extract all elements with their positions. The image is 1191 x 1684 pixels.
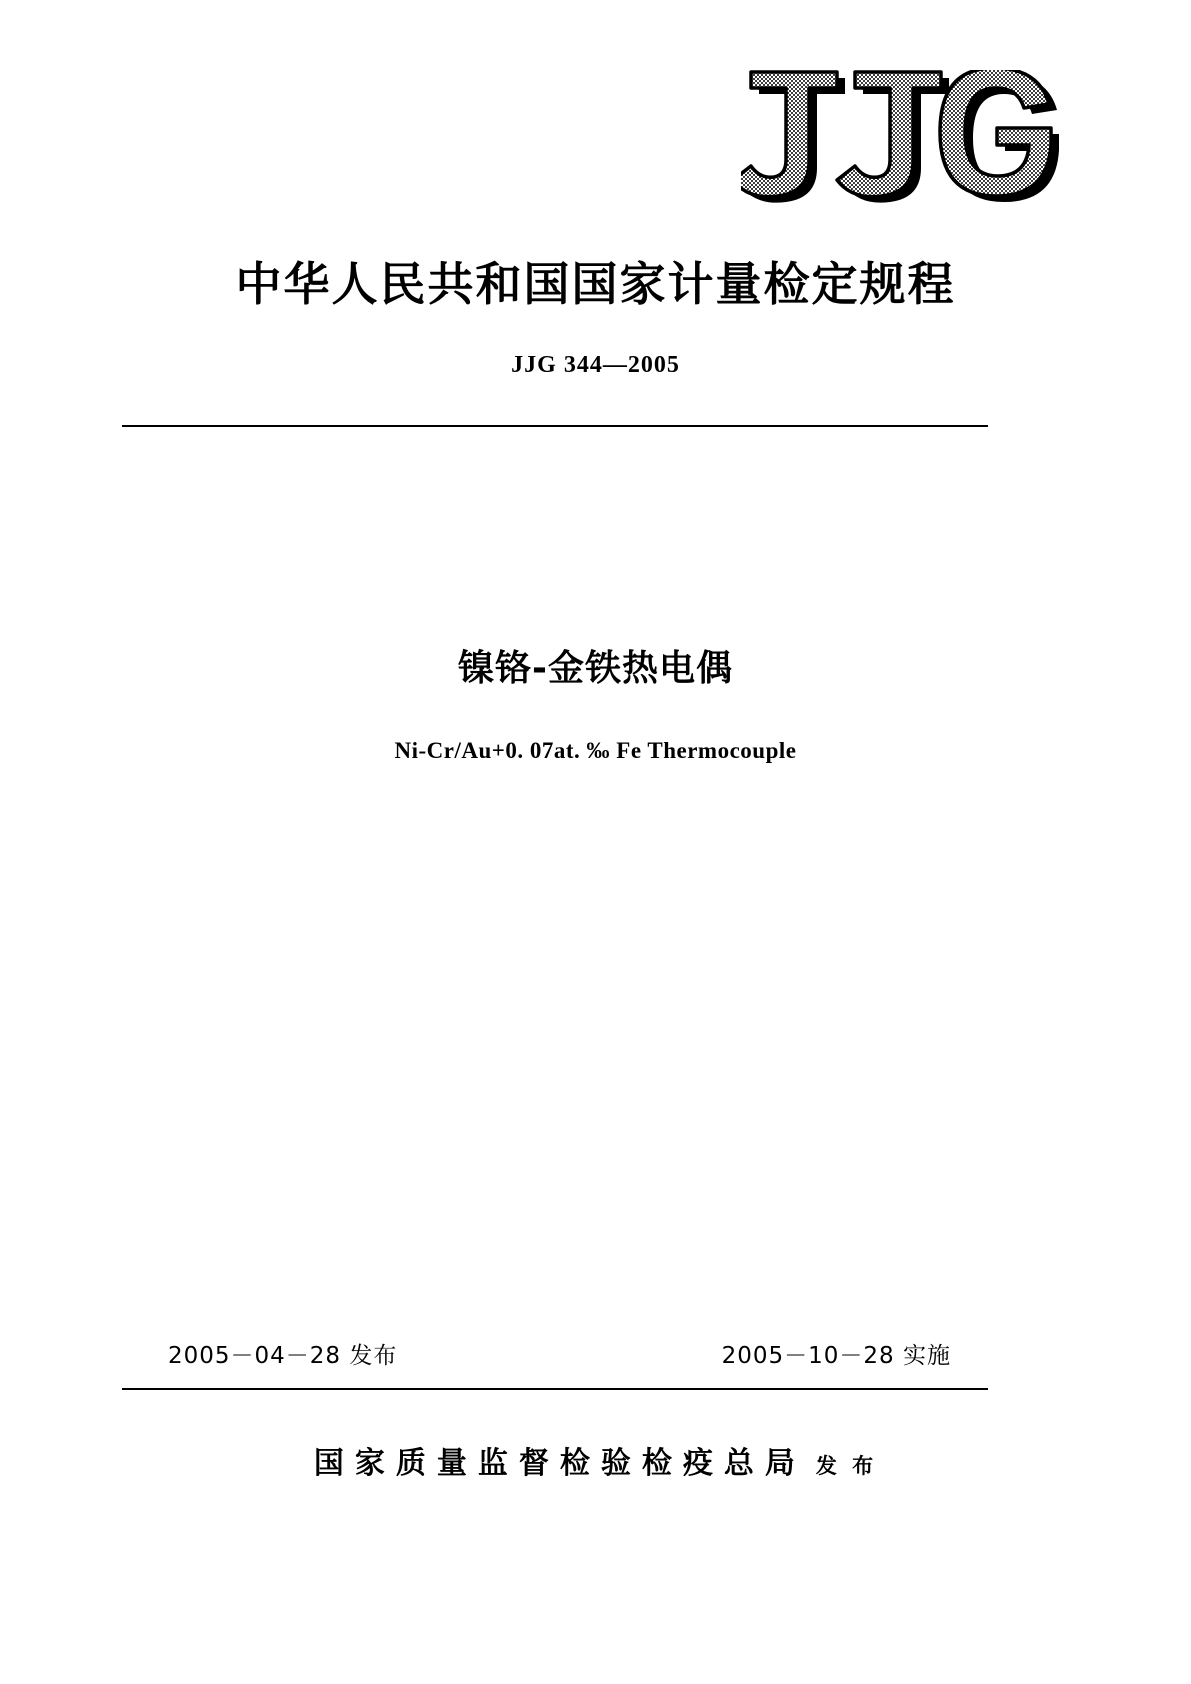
instrument-title-en: Ni-Cr/Au+0. 07at. ‰ Fe Thermocouple xyxy=(394,738,797,763)
header-divider xyxy=(122,425,988,427)
issue-date: 2005－04－28 发布 xyxy=(168,1343,398,1369)
standard-number: JJG 344—2005 xyxy=(511,352,680,378)
footer-divider xyxy=(122,1388,988,1390)
publisher-suffix: 发 布 xyxy=(815,1454,878,1478)
publisher-name: 国家质量监督检验检疫总局 xyxy=(313,1446,806,1481)
page-title: 中华人民共和国国家计量检定规程 xyxy=(235,257,956,311)
effective-date: 2005－10－28 实施 xyxy=(721,1343,951,1369)
instrument-title-cn: 镍铬-金铁热电偶 xyxy=(458,648,733,689)
publisher-line xyxy=(0,1438,1191,1482)
jjg-logo xyxy=(741,70,1071,210)
